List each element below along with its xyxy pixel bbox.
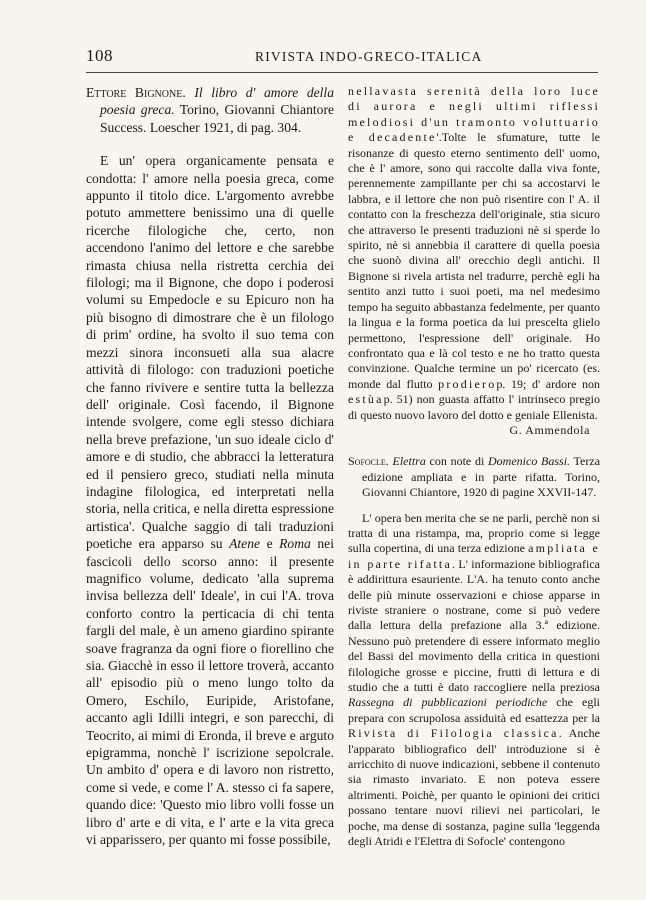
review2-text-c: che egli prepara con scrupolosa assiduità ed esattezza per la	[348, 695, 600, 725]
review1-text-6-cont: p. 51) non guasta affatto l' intrinseco pregio di questo nuovo lavoro del dotto e geniale Ellenista.	[348, 392, 600, 422]
review1-signature: G. Ammendola	[509, 422, 590, 437]
review1-title: Il libro d' amore della poesia greca.	[100, 85, 334, 118]
review2-editor: Domenico Bassi.	[488, 454, 571, 469]
review1-text-4-cont: Tolte le sfumature, tutte le risonanze di questo eterno sentimento dell' uomo, che è l' amore, sono qui raccolte dalla viva fonte, perennemente zampillante per chi sa accostarvi le labbra, e il lettore che non può risentire con l' A. il contatto con la freschezza dell'originale, stia sicuro che attraverso le presenti traduzioni nè si sperde lo spirito, nè si annebbia il carattere di quella poesia che suonò divina all' orecchio degli antichi. Il Bignone si rivela artista nel tradurre, perchè egli ha sentito anzi tutto i suoi poeti, ma nel medesimo tempo ha seguito abbastanza fedelmente, per quanto la lingua e la forma poetica da lui prescelta glielo permettono, l'espressione dell' originale. Ho confrontato qua e là col testo e ne ho tratto questa convinzione. Qualche termine un po' ricercato (es. monde dal flutto	[348, 130, 600, 391]
review1-citation	[86, 84, 334, 136]
review1-body	[86, 152, 334, 848]
left-column	[86, 84, 334, 848]
review1-text-5-cont: p. 19; d' ardore non	[496, 376, 600, 391]
page-header	[0, 46, 646, 70]
review1-text-1: E un' opera organicamente pensata e condotta: l' amore nella poesia greca, come appunto il titolo dice. L'argomento avrebbe potuto ammettere benissimo una di quelle ricerche filologiche che, certo, non accendono l'animo del lettore e che sarebbe rimasta chiusa nella ristretta cerchia dei filologi; ma il Bignone, che dopo i poderosi volumi su Empedocle e su Epicuro non ha più bisogno di dimostrare che è un filologo di prim' ordine, ha svolto il suo tema con mezzi sinora inconsueti alla sua alacre attività di filologo: con traduzioni poetiche che fanno rivivere e sentire tutta la bellezza dell' originale. Così facendo, il Bignone intende svolgere, come egli stesso dichiara nella breve prefazione, 'un suo ideale ciclo d' amore e di studio, che abbracci la letteratura ed il pensiero greco, studiati nella minuta indagine filologica, ed interpretati nella storia, nella critica, e nella diretta espressione artistica'. Qualche saggio di tali traduzioni poetiche era apparso su	[86, 153, 334, 552]
journal-roma: Roma	[279, 536, 311, 552]
review2-rassegna: Rassegna di pubblicazioni periodiche	[348, 695, 548, 710]
review2-text-d: . Anche l'apparato bibliografico dell' introduzione si è arricchito di nuove indicazioni, sebbene il contenuto sia rimasto invariato. E non poteva essere altrimenti. Poichè, per quanto le opinioni dei critici possano tentare nuovi rilievi nei particolari, le poche, ma dense di sostanza, pagine sulla 'leggenda degli Atridi e l'Elettra di Sofocle' contengono	[348, 726, 600, 849]
review2-title: Elettra	[392, 454, 426, 469]
review2-text-1: con note di	[425, 454, 489, 469]
review2-body	[348, 511, 600, 850]
review2-author: Sofocle.	[348, 454, 389, 469]
review2-spaced: ampliata e in parte rifatta	[348, 541, 601, 571]
review1-author: Ettore Bignone.	[86, 85, 186, 100]
review2-text-a: L' opera ben merita che se ne parli, perchè non si tratta di una ristampa, ma, proprio come si legge sulla copertina, di una terza edizione	[348, 510, 600, 556]
page-number: 108	[86, 46, 113, 65]
review1-text-2: e	[260, 536, 280, 552]
review2-text-b: . L' informazione bibliografica è addirittura esauriente. L'A. ha tenuto conto anche delle più minute osservazioni e chiose apparse in riviste straniere o nostrane, come si può vedere dalla lettura della prefazione alla 3.ª edizione. Nessuno può pretendere di essere informato meglio del Bassi del movimento della critica in questioni filologiche grosse e piccine, frutti di lettura e di studio che a tutti è dato raccogliere nella preziosa	[348, 556, 600, 695]
review2-publication: Terza edizione ampliata e in parte rifatta. Torino, Giovanni Chiantore, 1920 di pagine XXVII-147.	[362, 454, 601, 500]
review1-quote-spaced: nella	[348, 84, 383, 98]
review2-rivista: Rivista di Filologia classica	[348, 726, 559, 741]
review1-quote-spaced-cont: vasta serenità della loro luce di aurora e negli ultimi riflessi melodiosi d'un tramonto voluttuario e decadente	[348, 84, 600, 145]
header-rule	[86, 72, 598, 73]
review2-citation	[348, 454, 600, 500]
term-prodiero: prodiero	[438, 376, 497, 391]
review1-text-3: nei fascicoli dello scorso anno: il presente magnifico volume, dedicato 'alla suprema invisa bellezza dell' Ideale', in cui l'A. trova conforto contro la perticacia di chi tenta fargli del male, è un ameno giardino spirante soave fragranza da ogni fiore o fiorellino che sia. Giacchè in esso il lettore troverà, accanto all' episodio più o meno lungo tolto da Omero, Eschilo, Euripide, Aristofane, accanto agli Idilli integri, e son parecchi, di Teocrito, ai mimi di Eronda, il breve e arguto epigramma, nonchè l' iscrizione sepolcrale. Un ambito d' opera e di lavoro non ristretto, come si vede, e come l' A. stesso ci fa sapere, quando dice: 'Questo mio libro volli fosse un libro d' arte e di vita, e l' arte e la vita greca vi apparissero, per quanto mi fosse possibile,	[86, 536, 334, 848]
journal-atene: Atene	[229, 536, 261, 552]
review1-publication: Torino, Giovanni Chiantore Success. Loescher 1921, di pag. 304.	[100, 102, 335, 135]
review1-body-continued	[348, 84, 600, 423]
right-column	[348, 84, 600, 850]
term-estua: estùa	[348, 392, 384, 407]
review1-text-4: '.	[436, 130, 442, 145]
running-title: RIVISTA INDO-GRECO-ITALICA	[255, 49, 483, 64]
